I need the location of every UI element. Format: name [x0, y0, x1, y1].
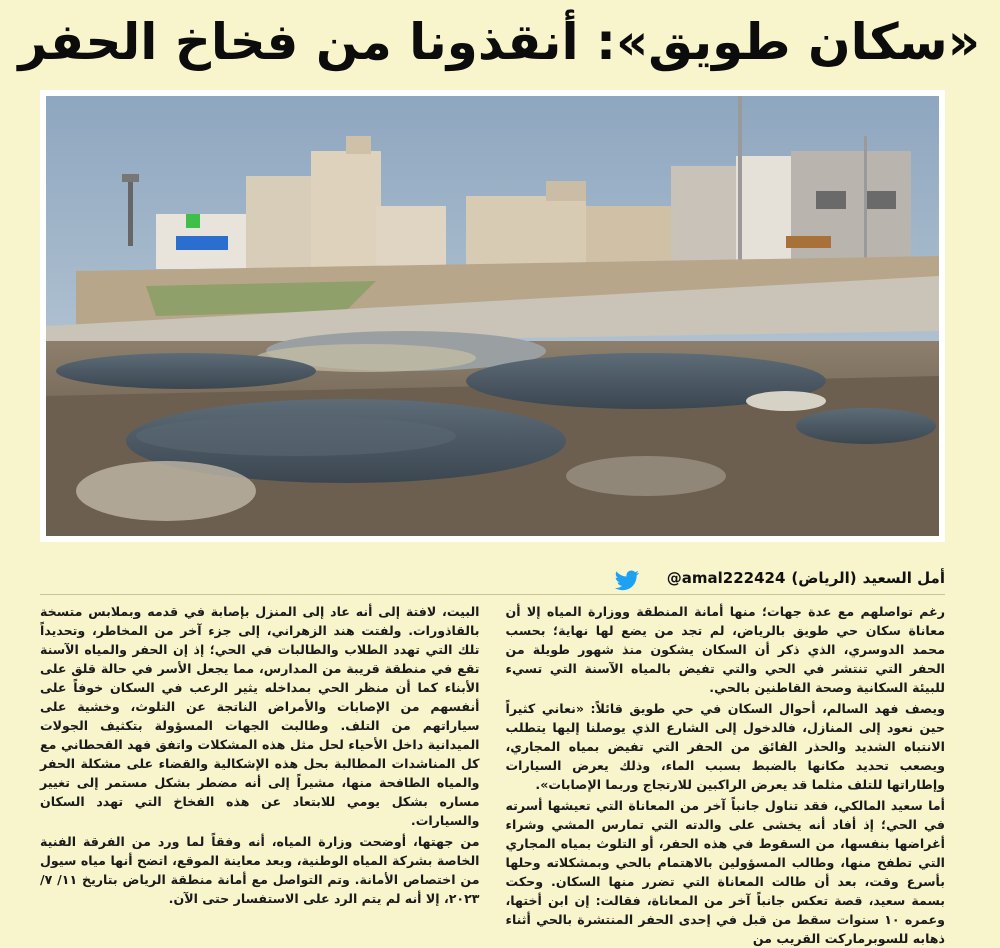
- paragraph: البيت، لافتة إلى أنه عاد إلى المنزل بإصابة في قدمه وبملابس متسخة بالقاذورات. ولفتت هند الزهراني، إلى جزء آخر من المخاطر، وتحديداً تلك التي تهدد الطلاب والطالبات في الحي؛ إذ إن الحفر والمياه الآسنة تقع في منطقة قريبة من المدارس، مما يجعل الأسر في حالة قلق على الأبناء كما أن منظر الحي بمداخله يثير الرعب في السكان خوفاً على أنفسهم من الإصابات والأمراض الناتجة عن التلوث، وخشية على سياراتهم من التلف. وطالبت الجهات المسؤولة بتكثيف الجولات الميدانية داخل الأحياء لحل مثل هذه المشكلات واتفق فهد القحطاني مع كل المناشدات المطالبة بحل هذه الإشكالية والقضاء على مشكلة الحفر والمياه الطافحة منها، مشيراً إلى أنه مضطر بشكل مستمر إلى تغيير مساره بشكل يومي للابتعاد عن هذه الفخاخ التي تهدد السكان والسيارات.: [40, 604, 480, 828]
- paragraph: رغم تواصلهم مع عدة جهات؛ منها أمانة المنطقة ووزارة المياه إلا أن معاناة سكان حي طويق بالرياض، لم تجد من يضع لها نهاية؛ بحسب محمد الدوسري، الذي ذكر أن السكان يشكون منذ شهور طويلة من الحفر التي تنتشر في الحي والتي تفيض بالمياه الآسنة التي تسيء للبيئة السكانية وصحة القاطنين بالحي.: [505, 604, 945, 695]
- article-column-left: [40, 602, 480, 906]
- paragraph: من جهتها، أوضحت وزارة المياه، أنه وفقاً لما ورد من الفرقة الفنية الخاصة بشركة المياه الوطنية، وبعد معاينة الموقع، اتضح أنها مياه سيول من اختصاص الأمانة. وتم التواصل مع أمانة منطقة الرياض بتاريخ ١١/ ٧/ ٢٠٢٣، إلا أنه لم يتم الرد على الاستفسار حتى الآن.: [40, 834, 480, 906]
- byline: [667, 566, 945, 590]
- twitter-handle[interactable]: @amal222424: [666, 569, 786, 587]
- twitter-bird-icon[interactable]: [614, 570, 640, 592]
- article-column-right: [505, 602, 946, 946]
- headline: «سكان طويق»: أنقذونا من فخاخ الحفر: [18, 13, 980, 71]
- article-body: [40, 602, 945, 946]
- street-photo-illustration: [46, 96, 939, 536]
- byline-divider: [40, 594, 945, 595]
- street-photo: [40, 90, 945, 542]
- author-location: (الرياض): [791, 569, 857, 587]
- paragraph: ويصف فهد السالم، أحوال السكان في حي طويق قائلاً: «نعاني كثيراً حين نعود إلى المنازل، فالدخول إلى الشارع الذي يوصلنا إليها يتطلب الانتباه الشديد والحذر الفائق من الحفر التي تفيض بمياه المجاري، ويصعب تحديد مكانها بالضبط بسبب الماء، وذلك يعرض السيارات وإطاراتها للتلف مثلما قد يعرض الراكبين للارتجاج وربما الإصابات».: [505, 701, 945, 792]
- author-name: أمل السعيد: [862, 569, 945, 587]
- paragraph: أما سعيد المالكي، فقد تناول جانباً آخر من المعاناة التي تعيشها أسرته في الحي؛ إذ أفاد أنه يخشى على والدته التي تمارس المشي وشراء أغراضها بنفسها، من السقوط في هذه الحفر، أو التلوث بمياه المجاري التي تطفح منها، وطالب المسؤولين بالاهتمام بالحي وبمشكلاته وحلها بأسرع وقت، بعد أن طالت المعاناة التي تضرر منها السكان. وحكت بسمة سعيد، قصة تعكس جانباً آخر من المعاناة، فقالت: إن ابن أختها، وعمره ١٠ سنوات سقط من قبل في إحدى الحفر المنتشرة بالحي أثناء ذهابه للسوبرماركت القريب من: [505, 798, 945, 946]
